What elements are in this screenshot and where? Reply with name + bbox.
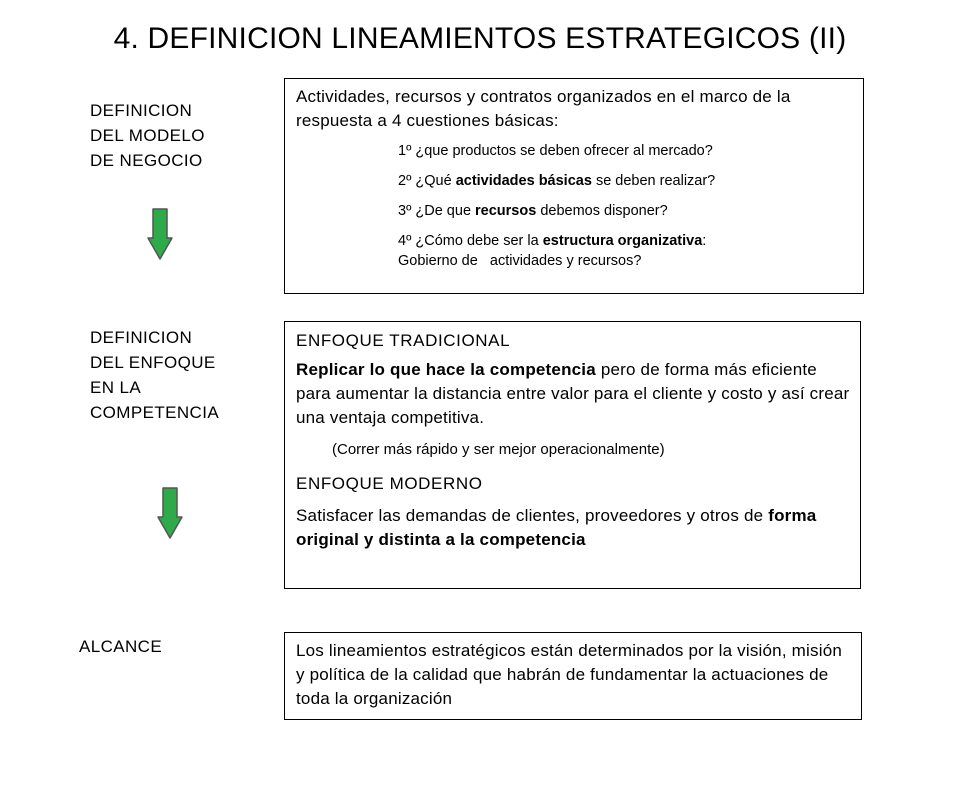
box-alcance [284,632,862,720]
question-4-continued: Gobierno de actividades y recursos? [398,253,642,269]
label-line: DEFINICION [90,328,193,347]
traditional-text: Replicar lo que hace la competencia pero de forma más eficiente para aumentar la distancia entre valor para el cliente y costo y así crear una ventaja competitiva. [296,360,850,427]
down-arrow-icon [157,487,183,539]
label-line: DEL ENFOQUE [90,353,216,372]
label-line: DE NEGOCIO [90,151,203,170]
label-enfoque-competencia [90,325,219,425]
question-3: 3º ¿De que recursos debemos disponer? [398,203,668,219]
traditional-heading: ENFOQUE TRADICIONAL [296,331,511,350]
question-2: 2º ¿Qué actividades básicas se deben realizar? [398,173,716,189]
traditional-note: (Correr más rápido y ser mejor operacionalmente) [332,441,665,458]
label-alcance: ALCANCE [79,637,163,656]
box-modelo-negocio [284,78,864,294]
alcance-text: Los lineamientos estratégicos están determinados por la visión, misión y política de la calidad que habrán de fundamentar la actuaciones de toda la organización [296,641,842,708]
label-line: EN LA [90,378,142,397]
label-line: DEL MODELO [90,126,205,145]
label-line: COMPETENCIA [90,403,220,422]
down-arrow-icon [147,208,173,260]
question-1: 1º ¿que productos se deben ofrecer al mercado? [398,143,713,159]
modern-heading: ENFOQUE MODERNO [296,474,483,493]
label-line: DEFINICION [90,101,193,120]
question-4: 4º ¿Cómo debe ser la estructura organizativa: [398,233,707,249]
box-enfoque-competencia [284,321,861,589]
modern-text: Satisfacer las demandas de clientes, proveedores y otros de forma original y distinta a la competencia [296,506,817,549]
modelo-intro: Actividades, recursos y contratos organizados en el marco de la respuesta a 4 cuestiones básicas: [296,87,791,130]
page-title: 4. DEFINICION LINEAMIENTOS ESTRATEGICOS (II) [113,22,847,55]
label-modelo-negocio [90,98,205,173]
